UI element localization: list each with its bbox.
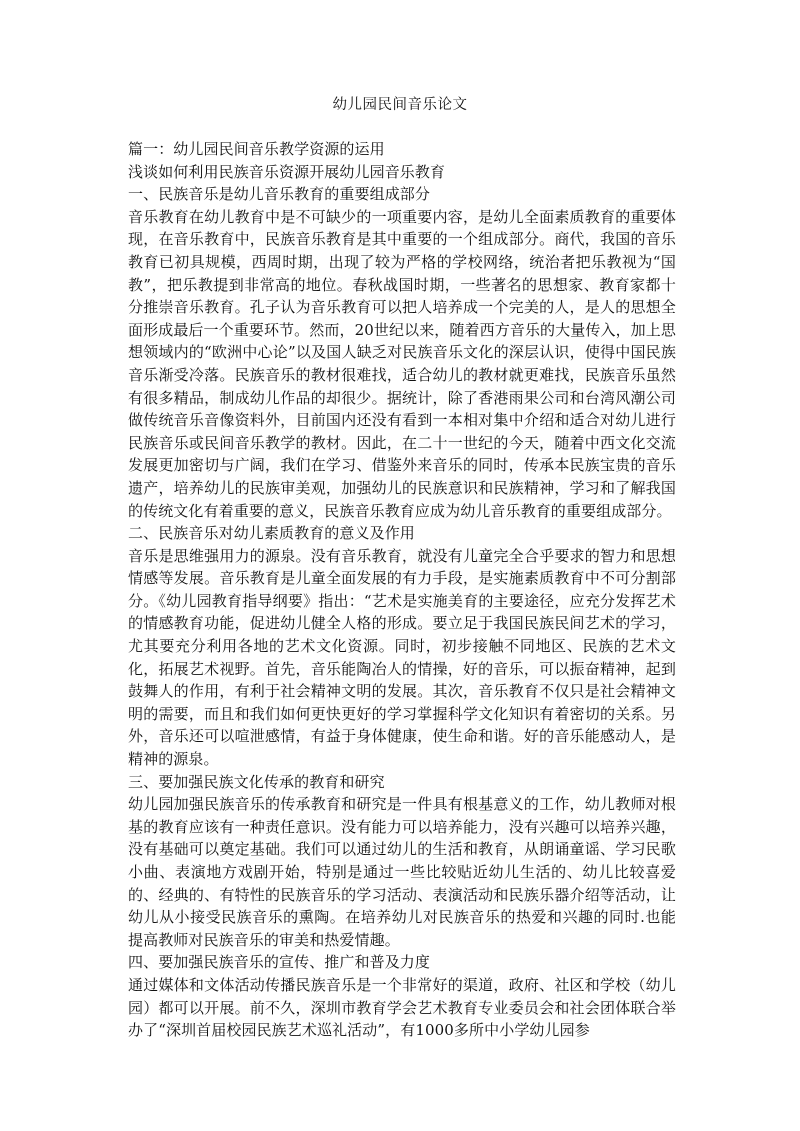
body-paragraph: 幼儿园加强民族音乐的传承教育和研究是一件具有根基意义的工作，幼儿教师对根基的教育应该有一种责任意识。没有能力可以培养能力，没有兴趣可以培养兴趣，没有基础可以奠定基础。我们可以通过幼儿的生活和教育，从朗诵童谣、学习民歌小曲、表演地方戏剧开始，特别是通过一些比较贴近幼儿生活的、幼儿比较喜爱的、经典的、有特性的民族音乐的学习活动、表演活动和民族乐器介绍等活动，让幼儿从小接受民族音乐的熏陶。在培养幼儿对民族音乐的热爱和兴趣的同时.也能提高教师对民族音乐的审美和热爱情趣。 (128, 795, 676, 949)
section-heading: 篇一：幼儿园民间音乐教学资源的运用 (128, 140, 385, 158)
document-title: 幼儿园民间音乐论文 (332, 97, 468, 113)
body-paragraph: 音乐是思维强用力的源泉。没有音乐教育，就没有儿童完全合乎要求的智力和思想情感等发展。音乐教育是儿童全面发展的有力手段，是实施素质教育中不可分割部分。《幼儿园教育指导纲要》指出：“艺术是实施美育的主要途径，应充分发挥艺术的情感教育功能，促进幼儿健全人格的形成。要立足于我国民族民间艺术的学习，尤其要充分利用各地的艺术文化资源。同时，初步接触不同地区、民族的艺术文化，拓展艺术视野。首先，音乐能陶冶人的情操，好的音乐，可以振奋精神，起到鼓舞人的作用，有利于社会精神文明的发展。其次，音乐教育不仅只是社会精神文明的需要，而且和我们如何更快更好的学习掌握科学文化知识有着密切的关系。另外，音乐还可以喧泄感情，有益于身体健康，使生命和谐。好的音乐能感动人，是精神的源泉。 (128, 546, 676, 769)
body-paragraph: 通过媒体和文体活动传播民族音乐是一个非常好的渠道，政府、社区和学校（幼儿园）都可以开展。前不久，深圳市教育学会艺术教育专业委员会和社会团体联合举办了“深圳首届校园民族艺术巡礼活动”，有1000多所中小学幼儿园参 (128, 975, 676, 1040)
section-heading: 二、民族音乐对幼儿素质教育的意义及作用 (128, 524, 415, 543)
document-body (128, 138, 676, 1042)
section-heading: 三、要加强民族文化传承的教育和研究 (128, 772, 385, 791)
section-heading: 四、要加强民族音乐的宣传、推广和普及力度 (128, 953, 431, 972)
section-heading: 一、民族音乐是幼儿音乐教育的重要组成部分 (128, 185, 431, 204)
section-heading: 浅谈如何利用民族音乐资源开展幼儿园音乐教育 (128, 162, 446, 181)
body-paragraph: 音乐教育在幼儿教育中是不可缺少的一项重要内容，是幼儿全面素质教育的重要体现，在音乐教育中，民族音乐教育是其中重要的一个组成部分。商代，我国的音乐教育已初具规模，西周时期，出现了较为严格的学校网络，统治者把乐教视为“国教”，把乐教提到非常高的地位。春秋战国时期，一些著名的思想家、教育家都十分推崇音乐教育。孔子认为音乐教育可以把人培养成一个完美的人，是人的思想全面形成最后一个重要环节。然而，20世纪以来，随着西方音乐的大量传入，加上思想领域内的“欧洲中心论”以及国人缺乏对民族音乐文化的深层认识，使得中国民族音乐渐受冷落。民族音乐的教材很难找，适合幼儿的教材就更难找，民族音乐虽然有很多精品，制成幼儿作品的却很少。据统计，除了香港雨果公司和台湾风潮公司做传统音乐音像资料外，目前国内还没有看到一本相对集中介绍和适合对幼儿进行民族音乐或民间音乐教学的教材。因此，在二十一世纪的今天，随着中西文化交流发展更加密切与广阔，我们在学习、借鉴外来音乐的同时，传承本民族宝贵的音乐遗产，培养幼儿的民族审美观，加强幼儿的民族意识和民族精神，学习和了解我国的传统文化有着重要的意义，民族音乐教育应成为幼儿音乐教育的重要组成部分。 (128, 207, 676, 520)
